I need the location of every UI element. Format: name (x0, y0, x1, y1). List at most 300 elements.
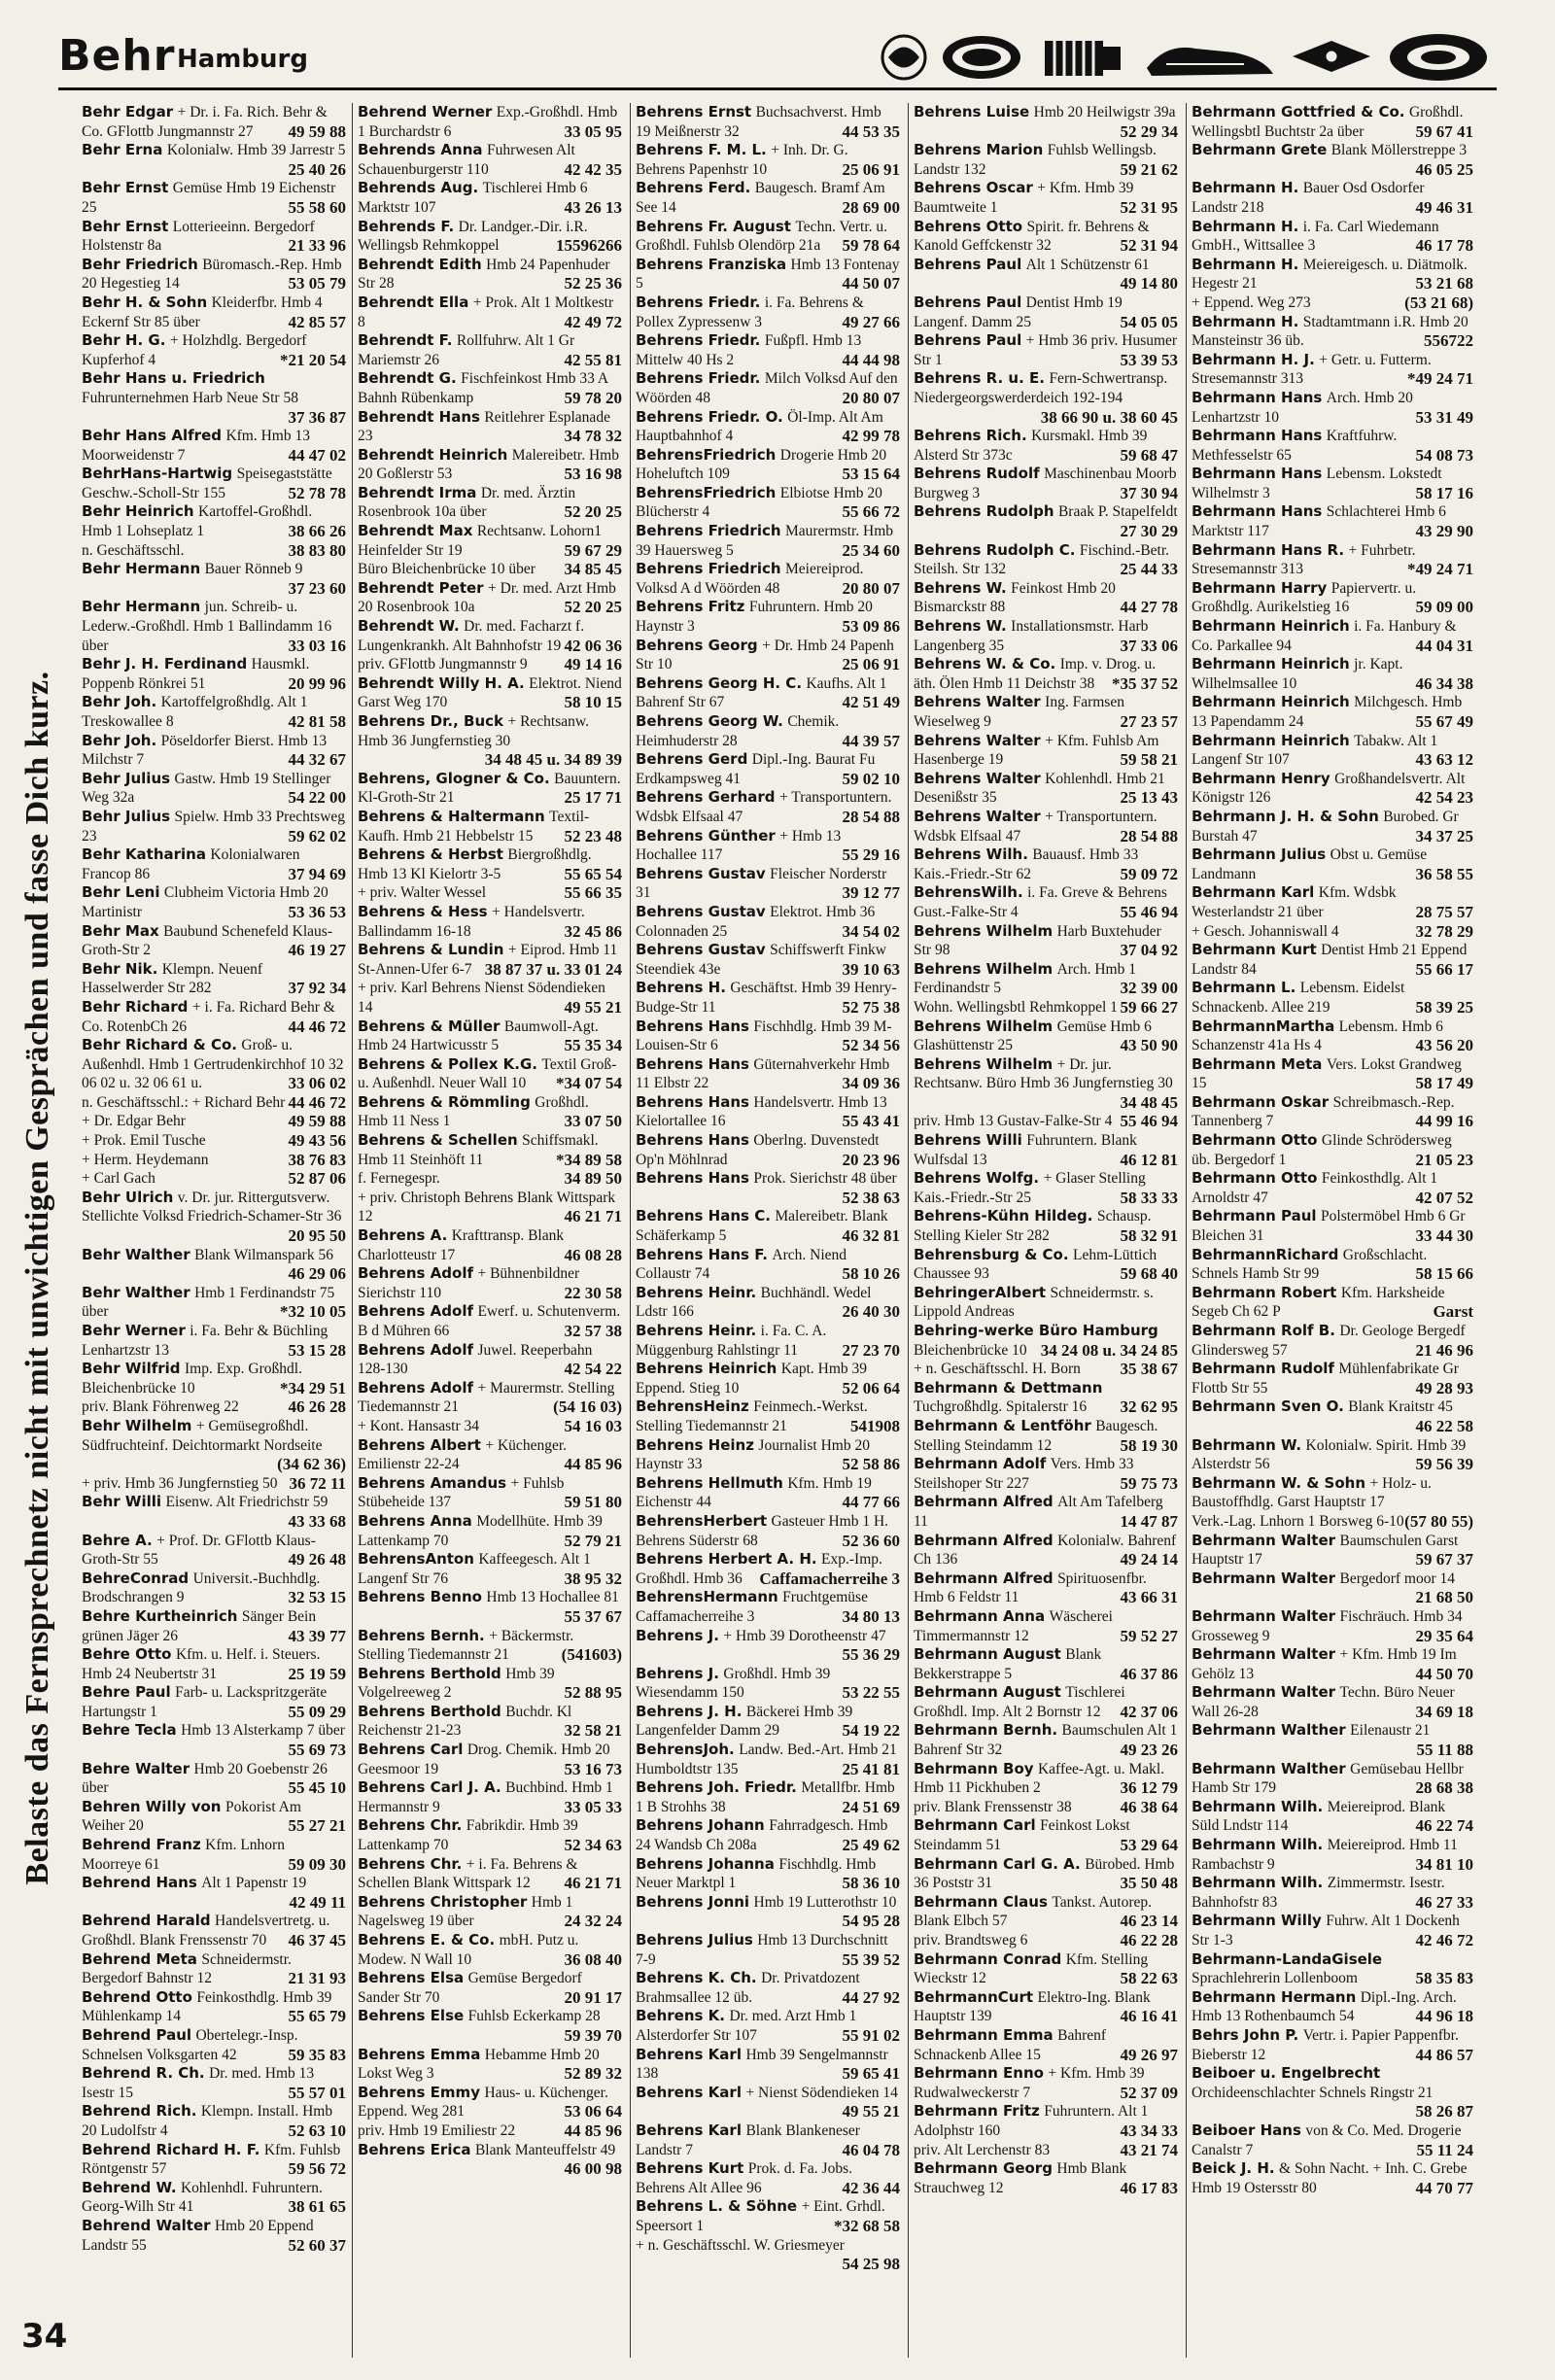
entry-details: Fischind.-Betr. Steilsh. Str 132 (914, 541, 1170, 578)
entry-phone: 33 03 16 (288, 636, 346, 655)
entry-details: Elektro-Ing. Blank Hauptstr 139 (914, 1988, 1151, 2025)
entry-name: Behrmann Walther (1192, 1721, 1346, 1740)
directory-entry (358, 1931, 622, 1969)
entry-details: Schiffswerft Finkw Steendiek 43e (636, 942, 886, 978)
entry-name: Behrens Rudolf (914, 465, 1040, 483)
entry-details: Hmb 39 Volgelreeweg 2 (358, 1665, 555, 1702)
entry-phone: 52 88 95 (564, 1683, 622, 1703)
entry-phone: 55 09 29 (288, 1702, 346, 1721)
entry-name: Behrmann & Lentföhr (914, 1416, 1091, 1434)
entry-details: Biergroßhdlg. Hmb 13 Kl Kielortr 3-5 (358, 846, 592, 882)
entry-name: Behrens Emma (358, 2045, 481, 2063)
directory-entry (82, 1151, 346, 1170)
entry-phone: 46 29 06 (288, 1264, 346, 1284)
entry-details: Dr. Landger.-Dir. i.R. Wellingsb Rehmkoppel (358, 218, 588, 255)
entry-phone: 25 41 81 (842, 1759, 900, 1778)
directory-entry (358, 1131, 622, 1169)
directory-entry (82, 2064, 346, 2102)
entry-name: Behrs John P. (1192, 2025, 1299, 2044)
directory-entry (1192, 693, 1473, 731)
accordion-icon (1045, 41, 1121, 76)
entry-name: Behrmann Walter (1192, 1645, 1336, 1664)
directory-entry (82, 1721, 346, 1759)
entry-phone: 42 49 72 (564, 312, 622, 331)
directory-entry (358, 1302, 622, 1340)
entry-name: Behrens Carl J. A. (358, 1778, 501, 1797)
entry-phone: 44 04 31 (1415, 636, 1473, 655)
entry-phone: 46 34 38 (1415, 673, 1473, 693)
directory-entry (1192, 256, 1473, 293)
entry-phone: 53 16 98 (564, 465, 622, 484)
entry-name: BehrmannMartha (1192, 1017, 1335, 1035)
entry-details: + Hmb 36 priv. Husumer Str 1 (914, 332, 1178, 368)
entry-details: + Rechtsanw. Hmb 36 Jungfernstieg 30 (358, 713, 589, 749)
entry-details: Polstermöbel Hmb 6 Gr Bleichen 31 (1192, 1208, 1466, 1245)
entry-details: Juwel. Reeperbahn 128-130 (358, 1341, 593, 1378)
entry-name: Behrens & Pollex K.G. (358, 1054, 537, 1073)
entry-phone: 52 63 10 (288, 2121, 346, 2140)
entry-phone: 43 66 31 (1120, 1588, 1178, 1607)
entry-details: Hmb 1 Ferdinandstr 75 über (82, 1284, 335, 1321)
entry-phone: 52 36 60 (842, 1531, 900, 1550)
entry-phone: 59 78 64 (842, 236, 900, 256)
entry-phone: *35 37 52 (1112, 673, 1178, 693)
entry-name: Behr Richard (82, 997, 189, 1016)
entry-name: Behrens Christopher (358, 1892, 528, 1911)
entry-phone: 53 15 64 (842, 465, 900, 484)
entry-name: Behrens J. (636, 1664, 719, 1682)
directory-entry (636, 2046, 900, 2084)
entry-details: Drogerie Hmb 20 Hoheluftch 109 (636, 446, 887, 483)
entry-details: Tuchgroßhdlg. Spitalerstr 16 (914, 1398, 1088, 1416)
entry-phone: 28 68 38 (1415, 1778, 1473, 1798)
entry-name: Behrens Hans (636, 1131, 749, 1150)
directory-entry (636, 2236, 900, 2274)
directory-entry (358, 1969, 622, 2007)
entry-details: Hmb 20 Eppend Landstr 55 (82, 2217, 314, 2254)
entry-name: Behrens & Müller (358, 1017, 501, 1035)
entry-phone: 37 33 06 (1120, 636, 1178, 655)
directory-entry (914, 1131, 1178, 1169)
entry-details: Fuhrw. Alt 1 Dockenh Str 1-3 (1192, 1913, 1460, 1949)
directory-entry (636, 1588, 900, 1626)
entry-name: Behrens Berthold (358, 1664, 501, 1682)
entry-details: Schlachterei Hmb 6 Marktstr 117 (1192, 503, 1446, 540)
entry-phone: 52 75 38 (842, 997, 900, 1017)
entry-phone: 15596266 (556, 236, 622, 256)
directory-entry (1192, 1683, 1473, 1721)
entry-name: Behrens Fritz (636, 598, 745, 616)
entry-details: Harb Buxtehuder Str 98 (914, 922, 1161, 959)
entry-phone: 43 29 90 (1415, 522, 1473, 541)
entry-details: + Kfm. Hmb 39 Rudwalweckerstr 7 (914, 2065, 1145, 2101)
entry-name: Behrens Friedrich (636, 522, 781, 540)
directory-entry (1192, 2064, 1473, 2121)
entry-details: i. Fa. Behrens & Pollex Zypressenw 3 (636, 293, 864, 330)
entry-phone: 44 32 67 (288, 750, 346, 770)
directory-entry (914, 1931, 1178, 1950)
entry-phone: 44 27 92 (842, 1987, 900, 2007)
directory-entry (914, 1055, 1178, 1113)
entry-details: Hmb 13 Fontenay 5 (636, 256, 900, 293)
directory-entry (636, 369, 900, 407)
entry-name: Behrmann Walther (1192, 1759, 1346, 1777)
entry-phone: 53 16 73 (564, 1759, 622, 1778)
entry-details: Fuhruntern. Hmb 20 Haynstr 3 (636, 599, 873, 636)
entry-details: Arch. Hmb 1 Ferdinandstr 5 (914, 960, 1136, 997)
directory-column-2 (358, 103, 622, 2367)
directory-entry (1192, 1760, 1473, 1798)
entry-name: BehrmannRichard (1192, 1245, 1339, 1263)
entry-details: + Getr. u. Futterm. Stresemannstr 313 (1192, 351, 1432, 388)
entry-phone: 55 35 34 (564, 1036, 622, 1055)
entry-name: Behrens Wilhelm (914, 921, 1054, 940)
entry-name: Behrens E. & Co. (358, 1931, 496, 1949)
entry-phone: 59 52 27 (1120, 1626, 1178, 1645)
directory-entry (636, 1665, 900, 1703)
entry-phone: 49 23 26 (1120, 1741, 1178, 1760)
directory-entry (636, 1703, 900, 1741)
entry-details: Gemüse Bergedorf Sander Str 70 (358, 1970, 582, 2006)
entry-phone: 27 23 70 (842, 1340, 900, 1360)
entry-phone: 59 09 30 (288, 1854, 346, 1874)
directory-entry (82, 1093, 346, 1113)
entry-phone: 20 95 50 (288, 1226, 346, 1246)
entry-phone: 55 91 02 (842, 2025, 900, 2045)
directory-entry (1192, 1246, 1473, 1284)
directory-column-4 (914, 103, 1178, 2367)
entry-phone: 59 09 72 (1120, 864, 1178, 883)
entry-phone: 46 19 27 (288, 941, 346, 960)
entry-details: Bäckerei Hmb 39 Langenfelder Damm 29 (636, 1703, 853, 1740)
entry-details: Buchhändl. Wedel Ldstr 166 (636, 1284, 872, 1321)
entry-details: Drog. Chemik. Hmb 20 Geesmoor 19 (358, 1742, 610, 1777)
directory-entry (1192, 1360, 1473, 1397)
entry-phone: 55 46 94 (1120, 902, 1178, 921)
directory-entry (82, 179, 346, 217)
entry-details: Lehm-Lüttich Chaussee 93 (914, 1246, 1158, 1283)
directory-entry (636, 674, 900, 712)
entry-name: Behrens Fr. August (636, 217, 791, 235)
entry-details: Meiereiprod. Hmb 11 Rambachstr 9 (1192, 1837, 1458, 1873)
directory-entry (358, 1417, 622, 1436)
directory-column-3 (636, 103, 900, 2367)
directory-entry (1192, 1397, 1473, 1435)
entry-phone: 52 37 09 (1120, 2083, 1178, 2102)
entry-phone: *34 89 58 (556, 1150, 622, 1169)
directory-entry (636, 1018, 900, 1055)
entry-phone: 49 24 14 (1120, 1550, 1178, 1569)
entry-name: BehrensFriedrich (636, 483, 777, 501)
entry-phone: 32 62 95 (1120, 1397, 1178, 1417)
directory-entry (914, 2159, 1178, 2197)
entry-phone: 20 99 96 (288, 673, 346, 693)
directory-entry (358, 883, 622, 903)
entry-details: Obst u. Gemüse Landmann (1192, 846, 1428, 882)
entry-details: + i. Fa. Richard Behr & Co. RotenbCh 26 (82, 998, 335, 1035)
directory-entry (636, 1893, 900, 1931)
entry-details: Malereibetr. Hmb 20 Goßlerstr 53 (358, 446, 619, 483)
entry-name: Behrens Karl (636, 2121, 742, 2139)
entry-name: Behrend Rich. (82, 2102, 197, 2121)
entry-name: Behrmann Walter (1192, 1569, 1336, 1587)
entry-name: Behrens Oscar (914, 179, 1033, 197)
directory-entry (636, 446, 900, 484)
entry-details: Sprachlehrerin Lollenboom (1192, 1970, 1358, 1987)
directory-entry (914, 845, 1178, 883)
entry-details: & Sohn Nacht. + Inh. C. Grebe Hmb 19 Ostersstr 80 (1192, 2160, 1468, 2196)
entry-phone: 58 26 87 (1415, 2102, 1473, 2121)
directory-entry (82, 808, 346, 845)
directory-entry (82, 1912, 346, 1949)
entry-phone: 38 66 90 u. 38 60 45 (1040, 407, 1178, 427)
directory-entry (914, 655, 1178, 693)
directory-entry (82, 732, 346, 770)
directory-entry (82, 331, 346, 369)
directory-entry (82, 2179, 346, 2217)
entry-phone: 42 07 52 (1415, 1188, 1473, 1207)
entry-details: + Hmb 39 Dorotheenstr 47 (723, 1627, 886, 1644)
entry-details: Rechtsanw. Lohorn1 Heinfelder Str 19 (358, 523, 602, 559)
directory-entry (636, 1207, 900, 1245)
entry-name: Behrmann Karl (1192, 883, 1315, 902)
entry-phone: 46 12 81 (1120, 1150, 1178, 1169)
directory-entry (358, 446, 622, 484)
directory-entry (914, 1417, 1178, 1455)
entry-phone: 43 50 90 (1120, 1036, 1178, 1055)
directory-entry (636, 1284, 900, 1322)
entry-phone: 25 40 26 (288, 159, 346, 179)
entry-details: Arch. Hmb 20 Lenhartzstr 10 (1192, 389, 1413, 426)
entry-details: + Fuhrbetr. Stresemannstr 313 (1192, 541, 1416, 578)
entry-details: Kartoffel-Großhdl. Hmb 1 Lohseplatz 1 (82, 503, 313, 540)
directory-entry (1192, 979, 1473, 1017)
entry-details: Dentist Hmb 19 Langenf. Damm 25 (914, 293, 1123, 330)
entry-phone: 25 13 43 (1120, 788, 1178, 808)
directory-entry (1192, 1474, 1473, 1512)
directory-entry (1192, 883, 1473, 921)
entry-phone: 38 76 83 (288, 1150, 346, 1169)
entry-phone: 34 81 10 (1415, 1854, 1473, 1874)
entry-phone: 54 16 03 (564, 1416, 622, 1435)
entry-phone: 44 77 66 (842, 1493, 900, 1512)
entry-details: priv. Alt Lerchenstr 83 (914, 2141, 1051, 2158)
entry-phone: 43 56 20 (1415, 1036, 1473, 1055)
entry-phone: 58 10 26 (842, 1264, 900, 1284)
entry-details: Fuhlsb Eckerkamp 28 (467, 2008, 601, 2025)
page-number: 34 (21, 2317, 68, 2356)
entry-name: Behrens F. M. L. (636, 141, 767, 159)
directory-entry (358, 1893, 622, 1931)
entry-phone: 34 78 32 (564, 427, 622, 446)
entry-details: + Hmb 13 Hochallee 117 (636, 827, 842, 864)
entry-name: Behrens Rudolph (914, 502, 1054, 521)
entry-phone: 36 58 55 (1415, 864, 1473, 883)
directory-entry (636, 1246, 900, 1284)
entry-details: jun. Schreib- u. Lederw.-Großhdl. Hmb 1 Ballindamm 16 über (82, 599, 332, 654)
entry-name: Behr Edgar (82, 103, 174, 121)
header-rule (58, 87, 1497, 90)
entry-details: Fruchtgemüse Caffamacherreihe 3 (636, 1589, 868, 1625)
entry-name: Behrmann Enno (914, 2064, 1044, 2083)
entry-details: Alt Am Tafelberg 11 (914, 1494, 1163, 1530)
directory-entry (636, 408, 900, 446)
entry-details: Textil Groß- u. Außenhdl. Neuer Wall 10 (358, 1055, 617, 1092)
entry-details: Gasteuer Hmb 1 H. Behrens Süderstr 68 (636, 1512, 889, 1549)
entry-phone: 46 38 64 (1120, 1797, 1178, 1816)
entry-phone: 49 14 16 (564, 655, 622, 674)
entry-name: Behrendt Edith (358, 255, 482, 273)
entry-name: Behrendt Ella (358, 293, 469, 311)
directory-entry (82, 1607, 346, 1645)
entry-phone: 32 53 15 (288, 1588, 346, 1607)
entry-details: + Küchenger. Emilienstr 22-24 (358, 1436, 568, 1473)
entry-details: Bürobed. Hmb 36 Poststr 31 (914, 1855, 1175, 1892)
entry-name: Behrens Wilhelm (914, 959, 1054, 978)
directory-entry (914, 1207, 1178, 1245)
entry-name: Behrmann Harry (1192, 578, 1328, 597)
entry-name: Behrens Paul (914, 293, 1022, 311)
directory-entry (358, 903, 622, 941)
entry-phone: 59 39 70 (564, 2025, 622, 2045)
entry-name: Behr Joh. (82, 693, 157, 711)
entry-name: Behrens Friedr. (636, 331, 761, 350)
directory-entry (1192, 1569, 1473, 1607)
entry-phone: *49 24 71 (1407, 369, 1473, 389)
directory-entry (1192, 1912, 1473, 1949)
entry-details: + Holz- u. Baustoffhdlg. Garst Hauptstr 17 (1192, 1474, 1432, 1511)
entry-phone: (53 21 68) (1404, 293, 1473, 312)
entry-details: Elektrot. Niend Garst Weg 170 (358, 674, 622, 711)
entry-name: Behr J. H. Ferdinand (82, 655, 248, 673)
entry-details: Bauuntern. Kl-Groth-Str 21 (358, 770, 621, 807)
entry-phone: 42 55 81 (564, 350, 622, 369)
entry-details: Baumschulen Garst Hauptstr 17 (1192, 1532, 1459, 1569)
directory-entry (914, 1569, 1178, 1607)
directory-entry (1192, 1988, 1473, 2026)
entry-name: Behrmann H. (1192, 312, 1299, 330)
directory-entry (1192, 103, 1473, 141)
entry-details: Bauer Osd Osdorfer Landstr 218 (1192, 180, 1425, 216)
directory-entry (82, 1836, 346, 1874)
entry-details: priv. Blank Föhrenweg 22 (82, 1398, 239, 1416)
entry-details: Kfm. u. Helf. i. Steuers. Hmb 24 Neubertstr 31 (82, 1646, 321, 1682)
entry-name: Behrend Paul (82, 2025, 192, 2044)
entry-name: Behrend Walter (82, 2216, 211, 2234)
entry-details: Elektrot. Hmb 36 Colonnaden 25 (636, 903, 876, 940)
entry-name: Behrmann Emma (914, 2025, 1054, 2044)
directory-entry (636, 1322, 900, 1360)
entry-name: Behr Joh. (82, 731, 157, 749)
directory-entry (1192, 922, 1473, 942)
directory-entry (1192, 293, 1473, 313)
directory-entry (358, 579, 622, 617)
entry-name: Behrens Johanna (636, 1854, 775, 1873)
entry-details: Großhandelsvertr. Alt Königstr 126 (1192, 770, 1466, 807)
entry-phone: 55 43 41 (842, 1112, 900, 1131)
entry-details: Bauer Rönneb 9 (204, 561, 303, 578)
directory-entry (82, 103, 346, 141)
directory-entry (82, 998, 346, 1036)
entry-details: Vertr. i. Papier Pappenfbr. Bieberstr 12 (1192, 2026, 1459, 2063)
entry-details: Güternahverkehr Hmb 11 Elbstr 22 (636, 1055, 890, 1092)
entry-phone: 25 06 91 (842, 655, 900, 674)
directory-entry (636, 560, 900, 598)
entry-name: Behr Wilhelm (82, 1416, 192, 1434)
entry-details: Gemüsebau Hellbr Hamb Str 179 (1192, 1760, 1464, 1797)
directory-entry (636, 1512, 900, 1550)
directory-entry (358, 1018, 622, 1055)
directory-entry (914, 1169, 1178, 1207)
directory-entry (82, 1131, 346, 1151)
entry-details: Fuhruntern. Blank Wulfsdal 13 (914, 1132, 1137, 1168)
entry-name: Behrens Elsa (358, 1969, 465, 1987)
entry-phone: 42 51 49 (842, 693, 900, 712)
entry-name: Behrens Adolf (358, 1264, 474, 1283)
entry-phone: 59 78 20 (564, 388, 622, 407)
entry-details: Kaufhs. Alt 1 Bahrenf Str 67 (636, 674, 887, 711)
entry-name: Behrmann Wilh. (1192, 1836, 1324, 1854)
directory-entry (358, 1341, 622, 1379)
entry-phone: 42 06 36 (564, 636, 622, 655)
entry-details: Prok. Sierichstr 48 über (753, 1170, 897, 1188)
directory-entry (358, 1741, 622, 1778)
entry-details: Ing. Farmsen Wieselweg 9 (914, 694, 1124, 730)
entry-name: Behr H. G. (82, 331, 166, 350)
directory-entry (358, 674, 622, 712)
entry-details: Schneidermstr. Bergedorf Bahnstr 12 (82, 1950, 292, 1987)
entry-details: i. Fa. Hanbury & Co. Parkallee 94 (1192, 618, 1457, 654)
entry-details: Großhdl. Hmb 39 Wiesendamm 150 (636, 1665, 831, 1702)
entry-phone: (34 62 36) (277, 1455, 346, 1474)
coin-icon (943, 36, 1020, 79)
directory-entry (636, 1055, 900, 1093)
directory-entry (914, 369, 1178, 427)
directory-entry (1192, 1322, 1473, 1360)
entry-details: + Nienst Södendieken 14 (745, 2084, 898, 2101)
entry-details: Maschinenbau Moorb Burgweg 3 (914, 466, 1177, 501)
entry-name: Behrmann Hans (1192, 427, 1323, 445)
entry-details: Tankst. Autorep. Blank Elbch 57 (914, 1893, 1153, 1930)
directory-entry (1192, 579, 1473, 617)
entry-phone: 39 12 77 (842, 883, 900, 903)
entry-details: + Dr. Hmb 24 Papenh Str 10 (636, 637, 894, 673)
directory-entry (358, 1665, 622, 1703)
entry-name: Behrens Rich. (914, 427, 1027, 445)
entry-phone: 55 36 29 (842, 1645, 900, 1665)
entry-details: Großhdl. Hmb 11 Ness 1 (358, 1093, 589, 1130)
entry-name: Behrens Heinr. (636, 1283, 757, 1301)
entry-details: Feinkost Hmb 20 Bismarckstr 88 (914, 579, 1116, 616)
entry-details: Hmb Blank Strauchweg 12 (914, 2160, 1127, 2196)
directory-entry (358, 808, 622, 845)
entry-details: + Holzhdlg. Bergedorf Kupferhof 4 (82, 332, 307, 368)
entry-name: Behrens Günther (636, 826, 776, 845)
directory-entry (1192, 1018, 1473, 1055)
entry-name: Behrens Wilh. (914, 845, 1028, 864)
entry-details: Fischhdlg. Hmb Neuer Marktpl 1 (636, 1855, 877, 1892)
entry-name: Behrens Carl (358, 1741, 464, 1759)
directory-entry (1192, 465, 1473, 502)
entry-phone: 46 22 28 (1120, 1931, 1178, 1949)
directory-entry (1192, 941, 1473, 979)
entry-phone: 44 86 57 (1415, 2045, 1473, 2064)
entry-phone: 32 58 21 (564, 1721, 622, 1741)
directory-entry (636, 331, 900, 369)
directory-entry (358, 408, 622, 446)
directory-entry (636, 2159, 900, 2197)
directory-entry (1192, 617, 1473, 655)
